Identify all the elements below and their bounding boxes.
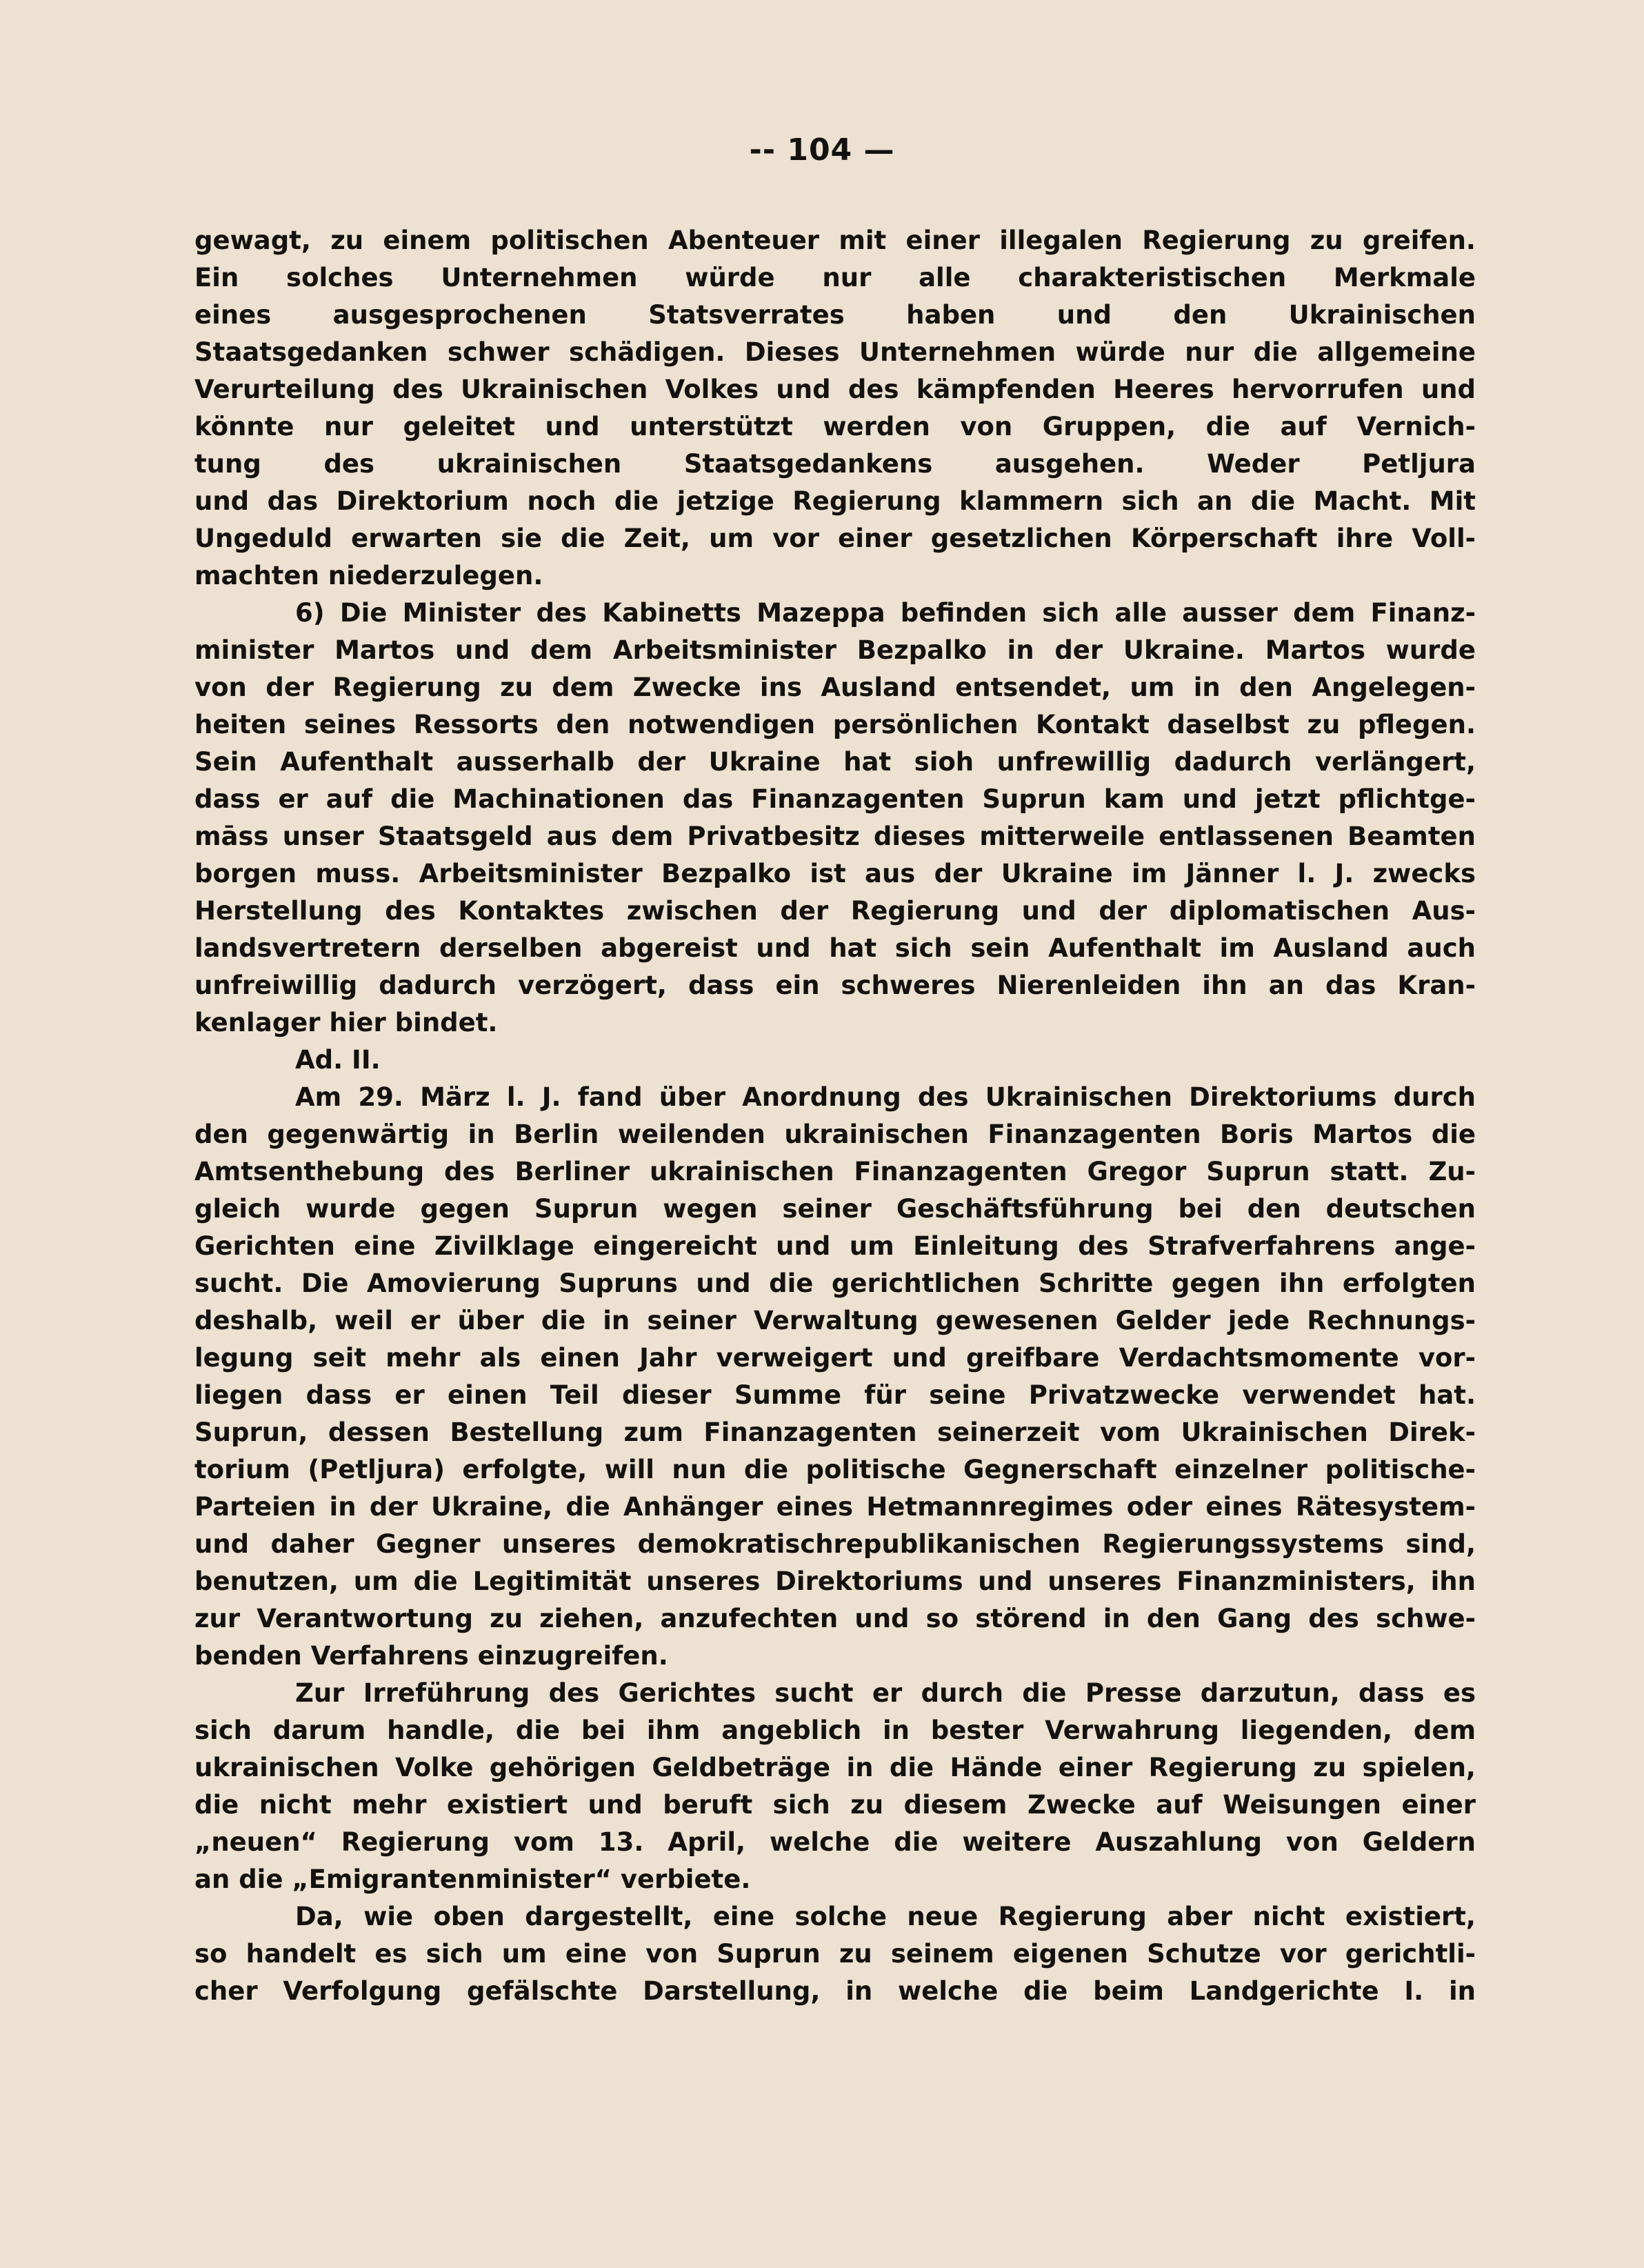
- text-line: māss unser Staatsgeld aus dem Privatbesitz dieses mitterweile entlassenen Beamten: [194, 822, 1476, 851]
- text-line: so handelt es sich um eine von Suprun zu seinem eigenen Schutze vor gerichtli-: [194, 1939, 1476, 1969]
- text-line: Gerichten eine Zivilklage eingereicht und um Einleitung des Strafverfahrens ange-: [194, 1231, 1476, 1261]
- text-line: landsvertretern derselben abgereist und hat sich sein Aufenthalt im Ausland auch: [194, 933, 1476, 963]
- text-line: kenlager hier bindet.: [194, 1008, 498, 1037]
- text-line: Ungeduld erwarten sie die Zeit, um vor einer gesetzlichen Körperschaft ihre Voll-: [194, 524, 1476, 553]
- text-line: „neuen“ Regierung vom 13. April, welche die weitere Auszahlung von Geldern: [194, 1827, 1476, 1857]
- text-line: Ein solches Unternehmen würde nur alle charakteristischen Merkmale: [194, 263, 1476, 292]
- text-line: könnte nur geleitet und unterstützt werden von Gruppen, die auf Vernich-: [194, 412, 1476, 441]
- text-line: ukrainischen Volke gehörigen Geldbeträge in die Hände einer Regierung zu spielen,: [194, 1753, 1476, 1782]
- text-line: liegen dass er einen Teil dieser Summe für seine Privatzwecke verwendet hat.: [194, 1380, 1476, 1410]
- text-line: unfreiwillig dadurch verzögert, dass ein schweres Nierenleiden ihn an das Kran-: [194, 971, 1476, 1000]
- text-line: legung seit mehr als einen Jahr verweigert und greifbare Verdachtsmomente vor-: [194, 1343, 1476, 1373]
- text-line: 6) Die Minister des Kabinetts Mazeppa befinden sich alle ausser dem Finanz-: [295, 598, 1476, 628]
- text-line: minister Martos und dem Arbeitsminister Bezpalko in der Ukraine. Martos wurde: [194, 635, 1476, 665]
- text-line: tung des ukrainischen Staatsgedankens ausgehen. Weder Petljura: [194, 449, 1476, 479]
- text-line: Da, wie oben dargestellt, eine solche neue Regierung aber nicht existiert,: [295, 1902, 1476, 1931]
- text-line: und daher Gegner unseres demokratischrepublikanischen Regierungssystems sind,: [194, 1529, 1476, 1559]
- text-line: dass er auf die Machinationen das Finanzagenten Suprun kam und jetzt pflichtge-: [194, 784, 1476, 814]
- text-line: Verurteilung des Ukrainischen Volkes und des kämpfenden Heeres hervorrufen und: [194, 375, 1476, 404]
- text-line: Zur Irreführung des Gerichtes sucht er durch die Presse darzutun, dass es: [295, 1678, 1476, 1708]
- text-line: heiten seines Ressorts den notwendigen persönlichen Kontakt daselbst zu pflegen.: [194, 710, 1476, 739]
- text-line: sucht. Die Amovierung Supruns und die gerichtlichen Schritte gegen ihn erfolgten: [194, 1269, 1476, 1298]
- text-line: den gegenwärtig in Berlin weilenden ukrainischen Finanzagenten Boris Martos die: [194, 1120, 1476, 1149]
- page-number: -- 104 —: [749, 132, 895, 168]
- body-text: [194, 222, 1476, 2010]
- text-line: Sein Aufenthalt ausserhalb der Ukraine hat sioh unfrewillig dadurch verlängert,: [194, 747, 1476, 777]
- text-line: machten niederzulegen.: [194, 561, 543, 590]
- text-line: gleich wurde gegen Suprun wegen seiner Geschäftsführung bei den deutschen: [194, 1194, 1476, 1224]
- text-line: von der Regierung zu dem Zwecke ins Ausland entsendet, um in den Angelegen-: [194, 673, 1476, 702]
- text-line: zur Verantwortung zu ziehen, anzufechten und so störend in den Gang des schwe-: [194, 1604, 1476, 1633]
- text-line: Parteien in der Ukraine, die Anhänger eines Hetmannregimes oder eines Rätesystem-: [194, 1492, 1476, 1522]
- text-line: benden Verfahrens einzugreifen.: [194, 1641, 668, 1671]
- text-line: Amtsenthebung des Berliner ukrainischen Finanzagenten Gregor Suprun statt. Zu-: [194, 1157, 1476, 1186]
- text-line: eines ausgesprochenen Statsverrates haben und den Ukrainischen: [194, 300, 1476, 330]
- text-line: Ad. II.: [295, 1045, 381, 1075]
- text-line: Staatsgedanken schwer schädigen. Dieses Unternehmen würde nur die allgemeine: [194, 337, 1476, 367]
- text-line: deshalb, weil er über die in seiner Verwaltung gewesenen Gelder jede Rechnungs-: [194, 1306, 1476, 1335]
- text-line: benutzen, um die Legitimität unseres Direktoriums und unseres Finanzministers, ihn: [194, 1566, 1476, 1596]
- text-line: Suprun, dessen Bestellung zum Finanzagenten seinerzeit vom Ukrainischen Direk-: [194, 1418, 1476, 1447]
- text-line: cher Verfolgung gefälschte Darstellung, in welche die beim Landgerichte I. in: [194, 1976, 1476, 2006]
- text-line: und das Direktorium noch die jetzige Regierung klammern sich an die Macht. Mit: [194, 486, 1476, 516]
- text-line: Am 29. März l. J. fand über Anordnung des Ukrainischen Direktoriums durch: [295, 1082, 1476, 1112]
- text-line: Herstellung des Kontaktes zwischen der Regierung und der diplomatischen Aus-: [194, 896, 1476, 926]
- text-line: die nicht mehr existiert und beruft sich zu diesem Zwecke auf Weisungen einer: [194, 1790, 1476, 1820]
- text-line: sich darum handle, die bei ihm angeblich in bester Verwahrung liegenden, dem: [194, 1715, 1476, 1745]
- text-line: borgen muss. Arbeitsminister Bezpalko ist aus der Ukraine im Jänner l. J. zwecks: [194, 859, 1476, 888]
- text-line: an die „Emigrantenminister“ verbiete.: [194, 1864, 751, 1894]
- text-line: gewagt, zu einem politischen Abenteuer mit einer illegalen Regierung zu greifen.: [194, 226, 1476, 255]
- text-line: torium (Petljura) erfolgte, will nun die politische Gegnerschaft einzelner politische-: [194, 1455, 1476, 1484]
